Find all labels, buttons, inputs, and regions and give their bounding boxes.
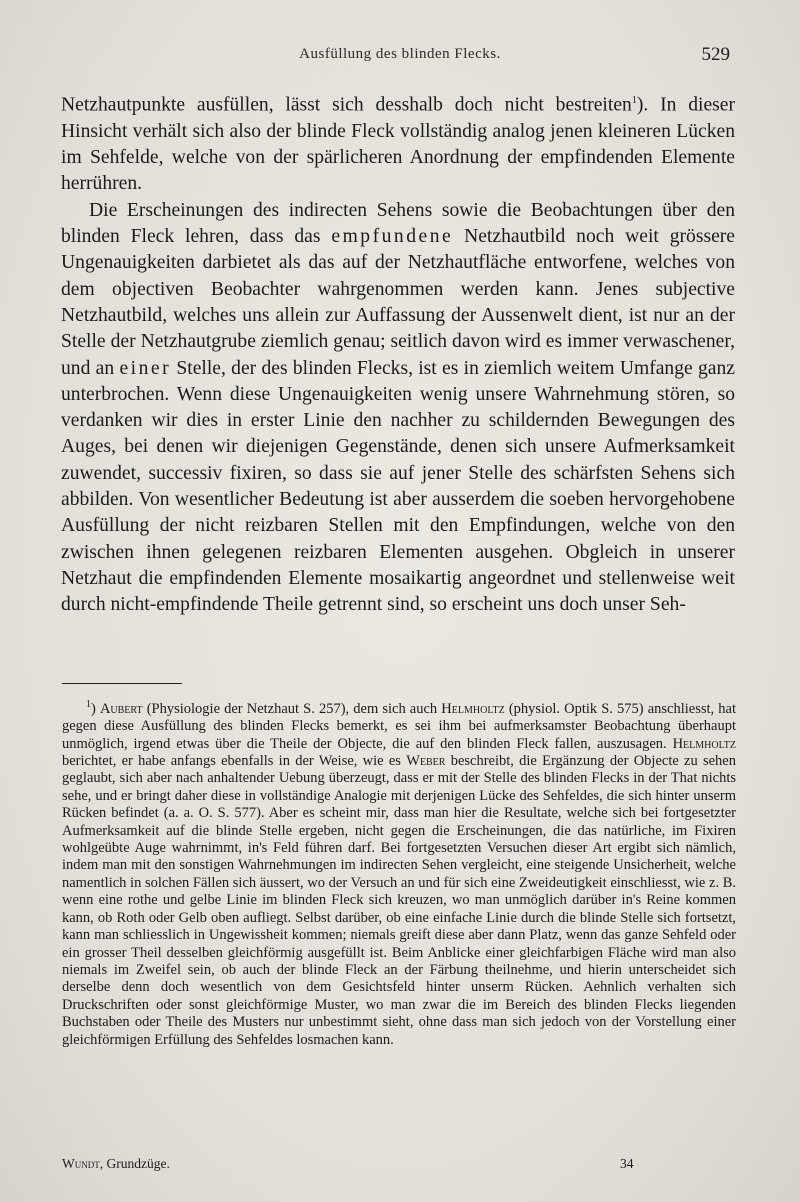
- footnote-text-2: (physiol. Optik S. 575) anschliesst, hat gegen diese Ausfüllung des blinden Flecks bemerkt, es sei ihm bei aufmerksamster Beobachtung überhaupt unmöglich, irgend etwas über die Theile der Objecte, die auf den blinden Fleck fallen, auszusagen.: [62, 700, 736, 752]
- footnote-text-4: beschreibt, die Ergänzung der Objecte zu sehen geglaubt, sich aber nach anhaltender Uebung überzeugt, dass er mit der Stelle des blinden Flecks in der That nichts sehe, und er bringt daher diese in vollständige Analogie mit derjenigen Lücke des Sehfeldes, die sich hinter unserm Rücken befindet (a. a. O. S. 577). Aber es scheint mir, dass man hier die Resultate, welche sich bei fortgesetzter Aufmerksamkeit auf die blinde Stelle ergeben, nicht gegen die Erscheinungen, die das natürliche, im Fixiren wohlgeübte Auge wahrnimmt, in's Feld führen darf. Bei fortgesetzten Versuchen dieser Art ergibt sich nämlich, indem man mit den sonstigen Wahrnehmungen im indirecten Sehen vergleicht, eine steigende Unsicherheit, welche namentlich in solchen Fällen sich äussert, wo der Versuch an und für sich eine Zweideutigkeit einschliesst, wie z. B. wenn eine rothe und gelbe Linie im blinden Fleck sich kreuzen, wo man unmöglich darüber in's Reine kommen kann, ob Roth oder Gelb oben aufliegt. Selbst darüber, ob eine einfache Linie durch die blinde Stelle sich fortsetzt, kann man schliesslich in Ungewissheit kommen; niemals greift diese aber dann Platz, wenn das ganze Sehfeld oder ein grosser Theil desselben gleichförmig ausgefüllt ist. Beim Anblicke einer gleichfarbigen Fläche wird man also niemals im Zweifel sein, ob auch der blinde Fleck an der Färbung theilnehme, und hierin unterscheidet sich derselbe denn doch wesentlich von dem Gesichtsfeld hinter unserm Rücken. Aehnlich verhalten sich Druckschriften oder sonst gleichförmige Muster, wo man zwar die im Bereich des blinden Flecks liegenden Buchstaben oder Theile des Musters nur unbestimmt sieht, ohne dass man sich jedoch von der Vorstellung einer gleichförmigen Erfüllung des Sehfeldes losmachen kann.: [62, 753, 736, 1048]
- emphasis-einer: einer: [119, 357, 172, 379]
- paragraph-1-text: Netzhautpunkte ausfüllen, lässt sich desshalb doch nicht bestreiten: [61, 94, 632, 116]
- page-number: 529: [701, 44, 730, 65]
- footnote-divider: [62, 683, 182, 684]
- author-weber: Weber: [406, 753, 446, 770]
- footnote: [62, 696, 736, 1049]
- paragraph-2-part-c: Stelle, der des blinden Flecks, ist es in ziemlich weitem Umfange ganz unterbrochen. Wenn diese Ungenauigkeiten wenig unsere Wahrnehmung stören, so verdanken wir dies in erster Linie den nachher zu schildernden Bewegungen des Auges, bei denen wir diejenigen Gegenstände, denen sich unsere Aufmerksamkeit zuwendet, successiv fixiren, so dass sie auf jener Stelle des schärfsten Sehens sich abbilden. Von wesentlicher Bedeutung ist aber ausserdem die soeben hervorgehobene Ausfüllung der nicht reizbaren Stellen mit den Empfindungen, welche von den zwischen ihnen gelegenen reizbaren Elementen ausgehen. Obgleich in unserer Netzhaut die empfindenden Elemente mosaikartig angeordnet und stellenweise weit durch nicht-empfindende Theile getrennt sind, so erscheint uns doch unser Seh-: [61, 357, 735, 616]
- main-text: [61, 88, 735, 618]
- footnote-paren: ): [91, 700, 100, 717]
- footnote-text-1: (Physiologie der Netzhaut S. 257), dem sich auch: [142, 700, 442, 717]
- footnote-reference: 1: [631, 95, 637, 106]
- running-title: Ausfüllung des blinden Flecks.: [299, 46, 501, 62]
- footnote-marker: 1: [86, 699, 91, 710]
- paragraph-2: [61, 198, 735, 619]
- paragraph-1-text-cont: ). In dieser Hinsicht verhält sich also der blinde Fleck vollständig analog jenen kleineren Lücken im Sehfelde, welche von der spärlicheren Anordnung der empfindenden Elemente herrühren.: [61, 94, 735, 195]
- paragraph-1: [61, 88, 735, 198]
- author-helmholtz-2: Helmholtz: [672, 735, 736, 752]
- paragraph-2-part-a: Die Erscheinungen des indirecten Sehens sowie die Beobachtungen über den blinden Fleck lehren, dass das: [61, 199, 735, 248]
- footer-author: Wundt: [62, 1156, 100, 1171]
- author-aubert: Aubert: [99, 700, 143, 717]
- emphasis-empfundene: empfundene: [331, 226, 454, 248]
- paragraph-2-part-b: Netzhautbild noch weit grössere Ungenauigkeiten darbietet als das auf der Netzhautfläche entworfene, welches von dem objectiven Beobachter wahrgenommen werden kann. Jenes subjective Netzhautbild, welches uns allein zur Auffassung der Aussenwelt dient, ist nur an der Stelle der Netzhautgrube ziemlich genau; seitlich davon wird es immer verwaschener, und an: [61, 226, 736, 379]
- footer-title: , Grundzüge.: [99, 1156, 170, 1171]
- footnote-text-3: berichtet, er habe anfangs ebenfalls in der Weise, wie es: [62, 753, 407, 770]
- footnote-paragraph: [62, 696, 736, 1049]
- author-helmholtz-1: Helmholtz: [441, 700, 505, 717]
- sheet-signature: 34: [620, 1156, 634, 1171]
- footer-book-title: [62, 1156, 170, 1172]
